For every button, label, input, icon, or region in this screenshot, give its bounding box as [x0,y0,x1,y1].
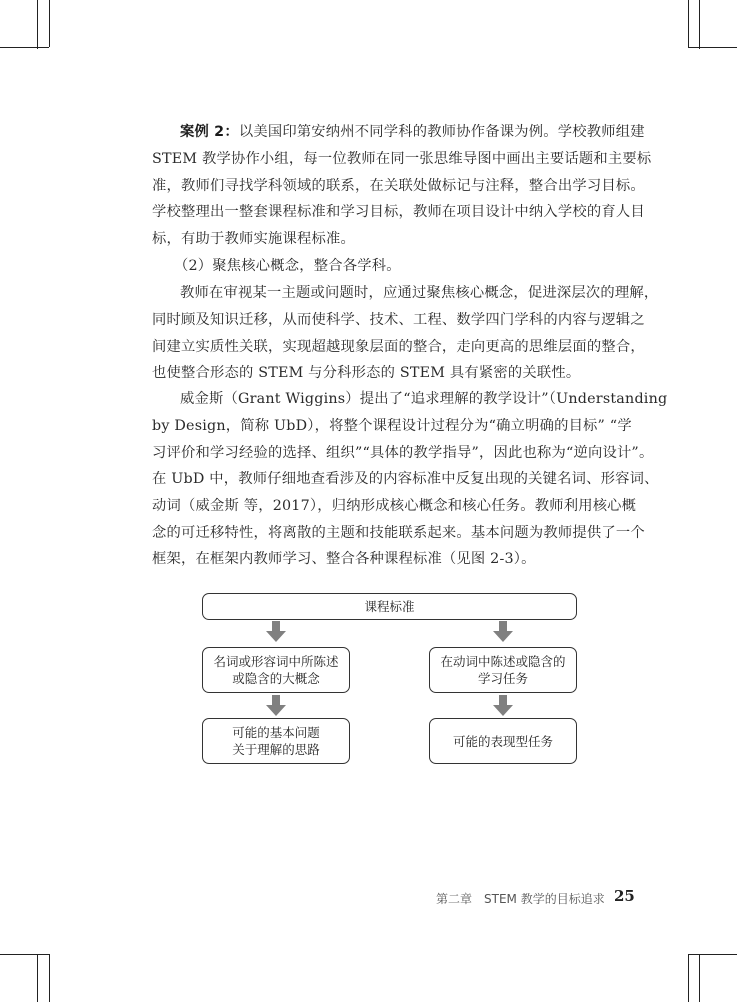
case2-block [152,122,652,262]
crop-mark [688,954,689,1002]
crop-mark [0,954,49,955]
big-ideas-line-1: 名词或形容词中所陈述 [213,654,339,669]
crop-mark [699,0,700,49]
paragraph-1-line-2: 同时顾及知识迁移，从而使科学、技术、工程、数学四门学科的内容与逻辑之 [152,312,645,328]
curriculum-standards-label: 课程标准 [364,599,415,614]
arrow-down-icon [265,621,287,643]
big-ideas-line-2: 或隐含的大概念 [232,671,320,686]
case2-line-4: 学校整理出一整套课程标准和学习目标，教师在项目设计中纳入学校的育人目 [152,204,645,220]
paragraph-1-line-1: 教师在审视某一主题或问题时，应通过聚焦核心概念，促进深层次的理解， [180,285,659,301]
performance-tasks-label: 可能的表现型任务 [452,733,553,749]
case2-line-3: 准，教师们寻找学科领域的联系，在关联处做标记与注释，整合出学习目标。 [152,178,645,194]
crop-mark [0,47,49,48]
case2-line-2: STEM 教学协作小组，每一位教师在同一张思维导图中画出主要话题和主要标 [152,151,652,167]
page-number: 25 [614,887,635,905]
crop-mark [37,954,38,1002]
crop-mark [688,954,737,955]
big-ideas-box [202,647,350,693]
crop-mark [699,954,700,1002]
paragraph-2-line-2: by Design，简称 UbD），将整个课程设计过程分为“确立明确的目标” “学 [152,418,632,434]
paragraph-2 [152,389,668,579]
paragraph-2-line-6: 念的可迁移特性，将离散的主题和技能联系起来。基本问题为教师提供了一个 [152,525,645,541]
learning-tasks-line-2: 学习任务 [477,671,528,686]
curriculum-standards-box [202,593,577,620]
crop-mark [49,0,50,47]
paragraph-1-line-4: 也使整合形态的 STEM 与分科形态的 STEM 具有紧密的关联性。 [152,365,581,381]
paragraph-2-line-3: 习评价和学习经验的选择、组织”“具体的教学指导”，因此也称为“逆向设计”。 [152,445,654,461]
paragraph-2-line-1: 威金斯（Grant Wiggins）提出了“追求理解的教学设计”（Understanding [180,391,668,407]
paragraph-2-line-4: 在 UbD 中，教师仔细地查看涉及的内容标准中反复出现的关键名词、形容词、 [152,471,659,487]
learning-tasks-line-1: 在动词中陈述或隐含的 [440,654,566,669]
case2-label: 案例 2： [180,124,239,140]
arrow-down-icon [492,695,514,717]
learning-tasks-box [429,647,577,693]
crop-mark [37,0,38,49]
essential-questions-line-1: 可能的基本问题 [232,725,320,740]
essential-questions-line-2: 关于理解的思路 [232,742,320,757]
case2-text: 以美国印第安纳州不同学科的教师协作备课为例。学校教师组建 [238,124,645,140]
paragraph-2-line-7: 框架，在框架内教师学习、整合各种课程标准（见图 2-3）。 [152,551,536,567]
arrow-down-icon [265,695,287,717]
paragraph-1-line-3: 间建立实质性关联，实现超越现象层面的整合，走向更高的思维层面的整合， [152,339,645,355]
case2-line-5: 标，有助于教师实施课程标准。 [152,231,355,247]
essential-questions-box [202,718,350,764]
case2-line-1 [180,122,645,142]
section-heading-block [152,256,630,278]
section-heading: （2）聚焦核心概念，整合各学科。 [174,258,401,274]
arrow-down-icon [492,621,514,643]
paragraph-1 [152,283,659,393]
crop-mark [688,47,737,48]
crop-mark [688,0,689,47]
performance-tasks-box [429,718,577,764]
crop-mark [49,954,50,1002]
running-footer: 第二章 STEM 教学的目标追求 [436,892,605,906]
paragraph-2-line-5: 动词（威金斯 等，2017），归纳形成核心概念和核心任务。教师利用核心概 [152,498,637,514]
